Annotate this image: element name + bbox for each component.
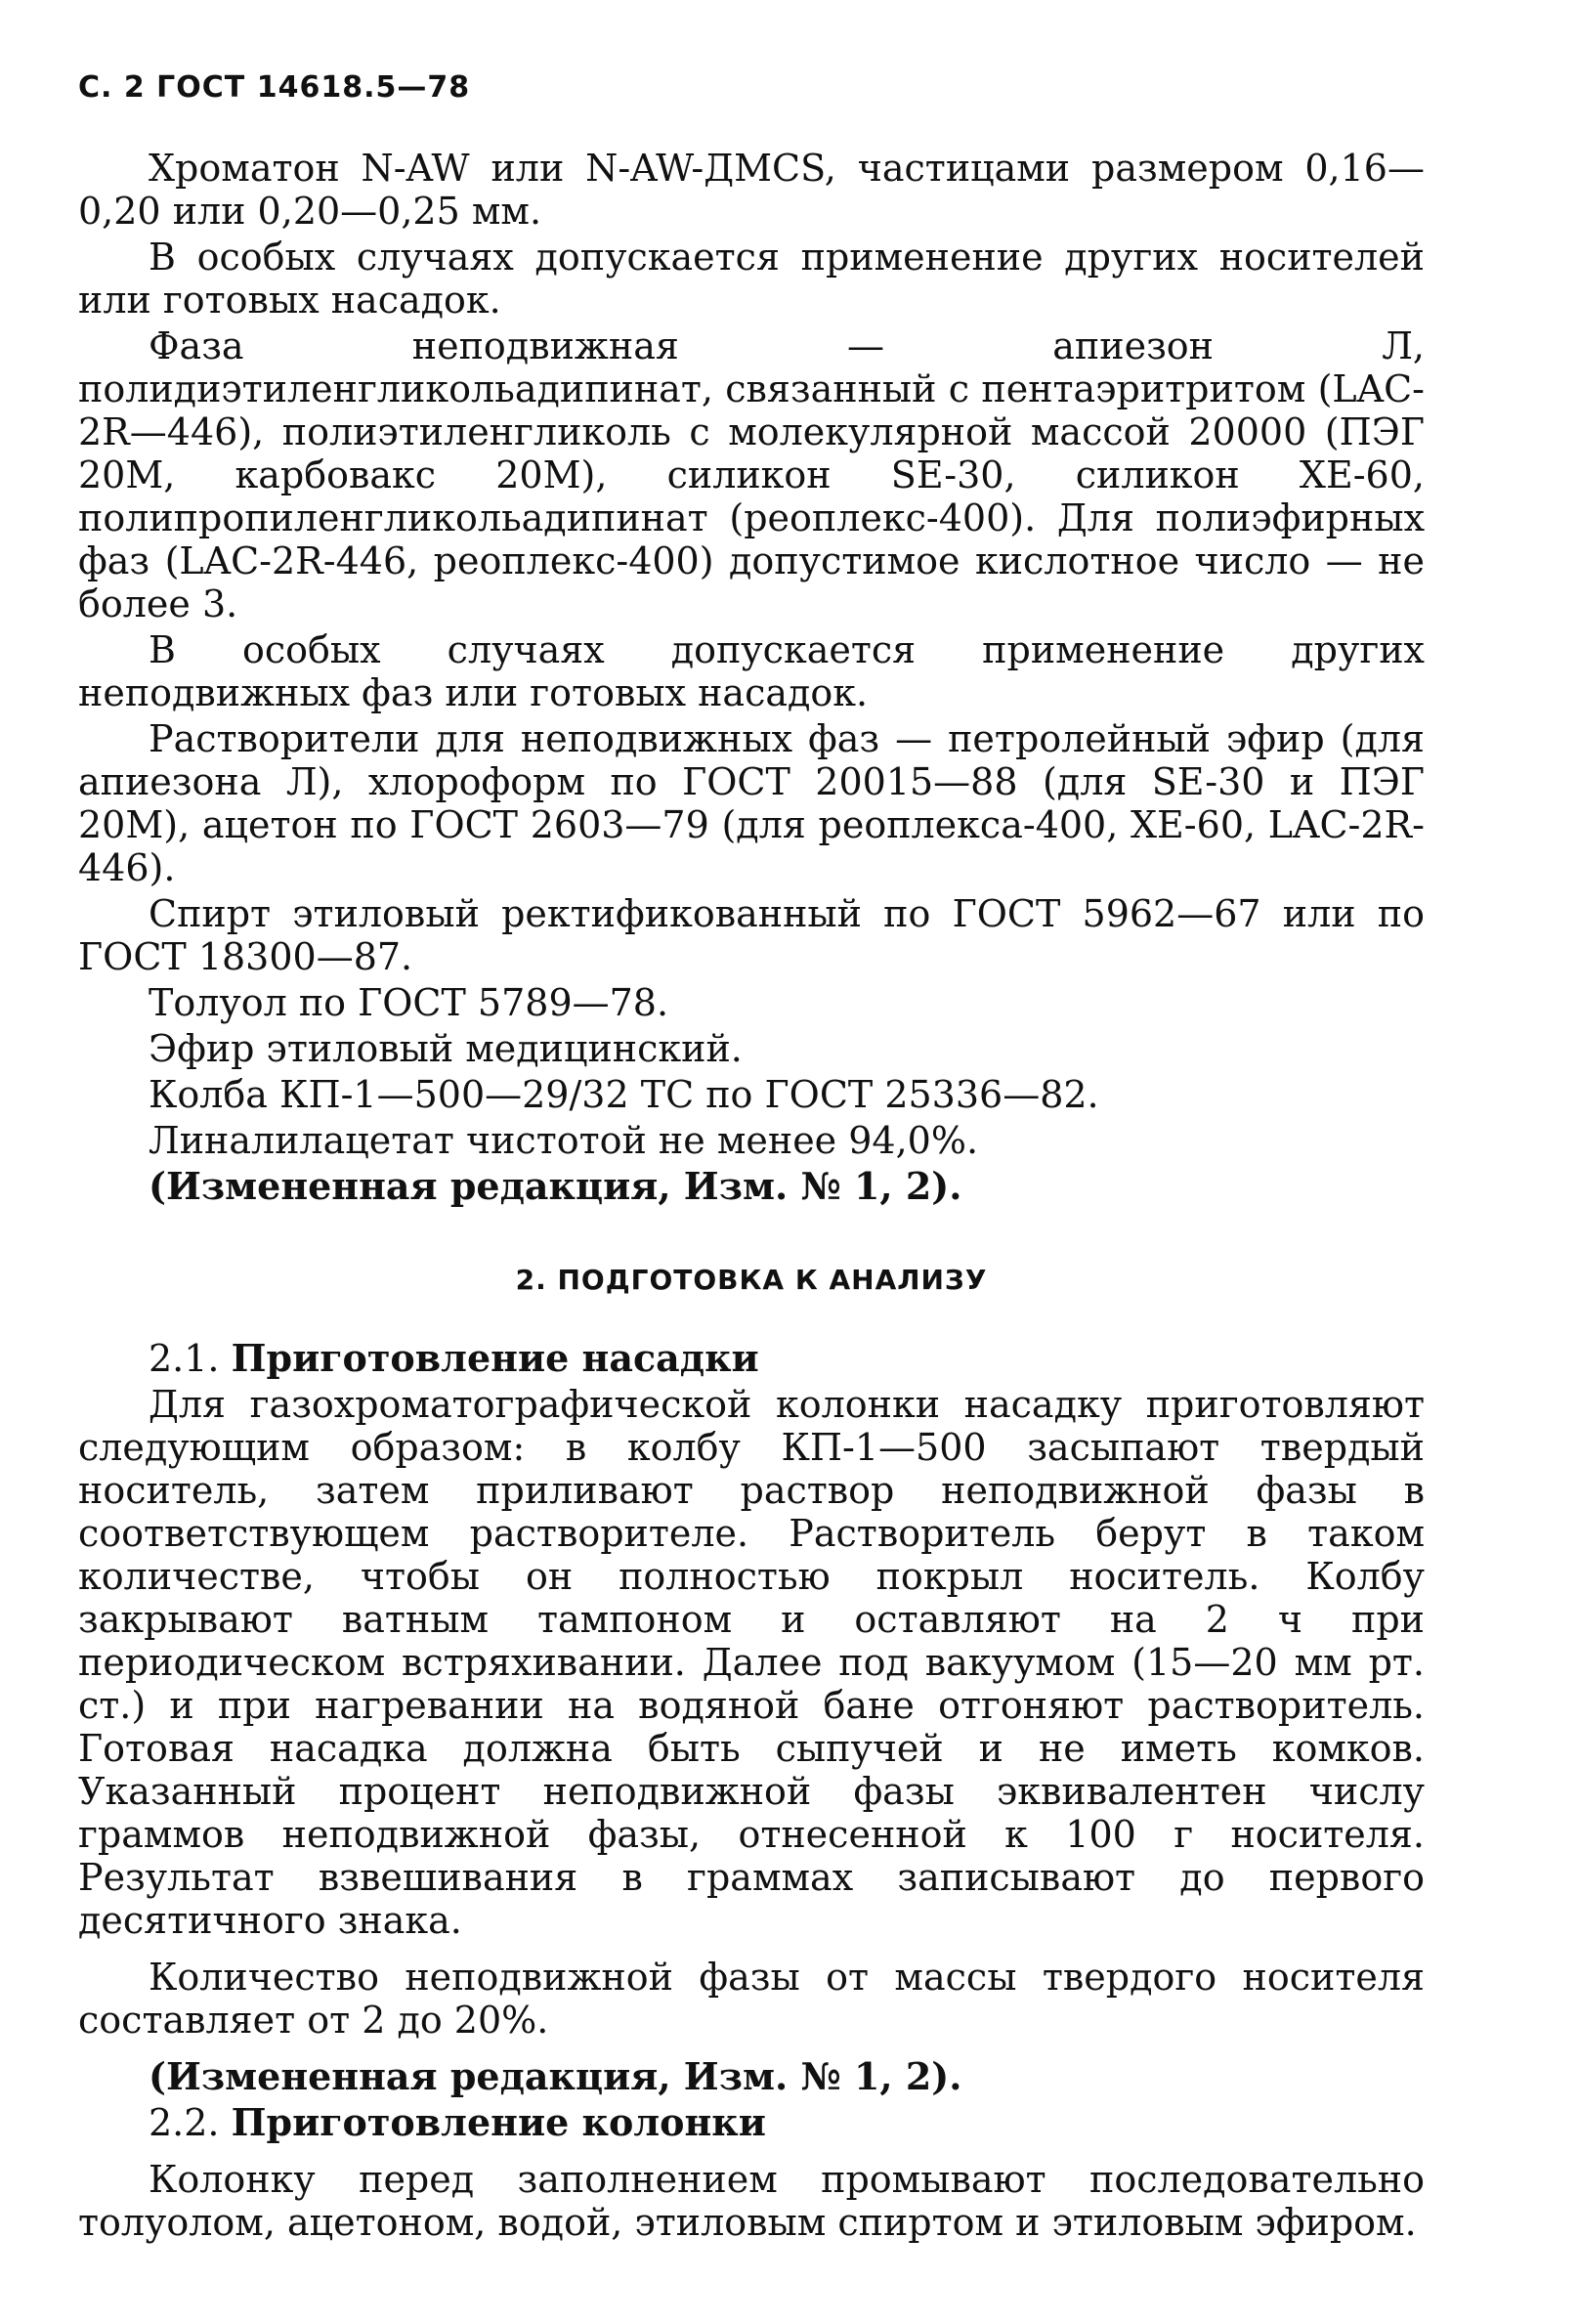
subsection-2-1-title: Приготовление насадки bbox=[231, 1336, 759, 1380]
paragraph-flask: Колба КП-1—500—29/32 ТС по ГОСТ 25336—82. bbox=[149, 1073, 1099, 1116]
paragraph-ethanol: Спирт этиловый ректификованный по ГОСТ 5962—67 или по ГОСТ 18300—87. bbox=[78, 892, 1425, 978]
document-body bbox=[78, 147, 1425, 2247]
paragraph-linalyl-acetate: Линалилацетат чистотой не менее 94,0%. bbox=[149, 1119, 979, 1162]
subsection-2-2-title: Приготовление колонки bbox=[231, 2100, 766, 2144]
paragraph-ether: Эфир этиловый медицинский. bbox=[149, 1027, 743, 1070]
paragraph-stationary-phase: Фаза неподвижная — апиезон Л, полидиэтиленгликольадипинат, связанный с пентаэритритом (LAC-2R—446), полиэтиленгликоль с молекулярной массой 20000 (ПЭГ 20М, карбовакс 20М), силикон SE-30, силикон ХЕ-60, полипропиленгликольадипинат (реоплекс-400). Для полиэфирных фаз (LAC-2R-446, реоплекс-400) допустимое кислотное число — не более 3. bbox=[78, 324, 1425, 625]
running-header: С. 2 ГОСТ 14618.5—78 bbox=[78, 70, 471, 105]
amendment-note-2: (Измененная редакция, Изм. № 1, 2). bbox=[149, 2054, 962, 2098]
amendment-note-1: (Измененная редакция, Изм. № 1, 2). bbox=[149, 1164, 962, 1208]
paragraph-phase-amount: Количество неподвижной фазы от массы твердого носителя составляет от 2 до 20%. bbox=[78, 1956, 1425, 2042]
paragraph-packing-preparation: Для газохроматографической колонки насадку приготовляют следующим образом: в колбу КП-1—500 засыпают твердый носитель, затем приливают раствор неподвижной фазы в соответствующем растворителе. Растворитель берут в таком количестве, чтобы он полностью покрыл носитель. Колбу закрывают ватным тампоном и оставляют на 2 ч при периодическом встряхивании. Далее под вакуумом (15—20 мм рт. ст.) и при нагревании на водяной бане отгоняют растворитель. Готовая насадка должна быть сыпучей и не иметь комков. Указанный процент неподвижной фазы эквивалентен числу граммов неподвижной фазы, отнесенной к 100 г носителя. Результат взвешивания в граммах записывают до первого десятичного знака. bbox=[78, 1383, 1425, 1942]
paragraph-toluene: Толуол по ГОСТ 5789—78. bbox=[149, 981, 669, 1024]
paragraph-carrier: Хроматон N-AW или N-AW-ДМСS, частицами размером 0,16—0,20 или 0,20—0,25 мм. bbox=[78, 147, 1425, 233]
paragraph-stationary-phase-alt: В особых случаях допускается применение других неподвижных фаз или готовых насадок. bbox=[78, 628, 1425, 714]
subsection-2-1-number: 2.1. bbox=[149, 1337, 220, 1380]
paragraph-carrier-alt: В особых случаях допускается применение других носителей или готовых насадок. bbox=[78, 236, 1425, 322]
subsection-2-1-heading bbox=[78, 1337, 1425, 1380]
paragraph-solvents: Растворители для неподвижных фаз — петролейный эфир (для апиезона Л), хлороформ по ГОСТ 20015—88 (для SE-30 и ПЭГ 20М), ацетон по ГОСТ 2603—79 (для реоплекса-400, ХЕ-60, LAC-2R-446). bbox=[78, 717, 1425, 889]
subsection-2-2-heading bbox=[78, 2101, 1425, 2144]
subsection-2-2-number: 2.2. bbox=[149, 2101, 220, 2144]
paragraph-column-washing: Колонку перед заполнением промывают последовательно толуолом, ацетоном, водой, этиловым спиртом и этиловым эфиром. bbox=[78, 2158, 1425, 2244]
section-2-title: 2. ПОДГОТОВКА К АНАЛИЗУ bbox=[515, 1264, 988, 1296]
